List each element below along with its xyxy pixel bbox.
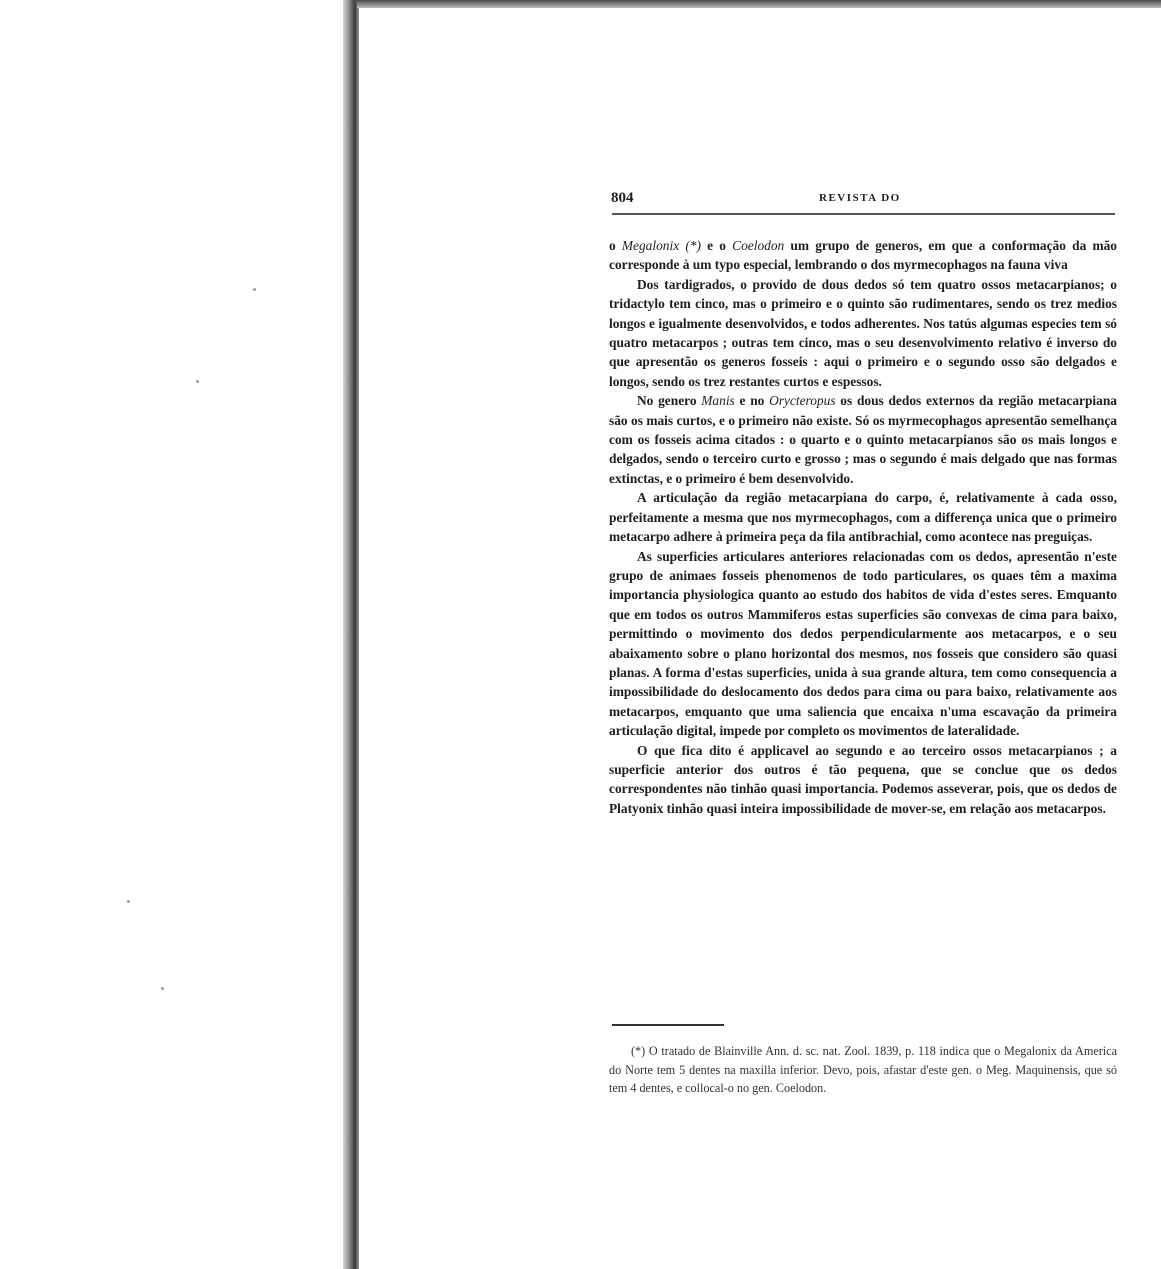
- taxon-name: Orycteropus: [769, 393, 836, 409]
- paragraph: As superficies articulares anteriores relacionadas com os dedos, apresentão n'este grupo de animaes fosseis phenomenos de todo particulares, os quaes têm a maxima importancia physiologica quanto ao estudo dos habitos de vida d'estes seres. Emquanto que em todos os outros Mammiferos estas superficies são convexas de cima para baixo, permittindo o movimento dos dedos perpendicularmente aos metacarpos, e o seu abaixamento sobre o plano horizontal dos mesmos, nos fosseis que considero são quasi planas. A forma d'estas superficies, unida à sua grande altura, tem como consequencia a impossibilidade do deslocamento dos dedos para cima ou para baixo, relativamente aos metacarpos, emquanto que uma saliencia que encaixa n'uma escavação da primeira articulação digital, impede por completo os movimentos de lateralidade.: [609, 548, 1117, 739]
- paper-speck: [253, 288, 256, 291]
- paragraph: A articulação da região metacarpiana do carpo, é, relativamente à cada osso, perfeitamente a mesma que nos myrmecophagos, com a differença unica que o primeiro metacarpo adhere à primeira peça da fila antibrachial, como acontece nas preguiças.: [609, 490, 1117, 545]
- footnote: [609, 1042, 1117, 1098]
- footnote-text: (*) O tratado de Blainville Ann. d. sc. nat. Zool. 1839, p. 118 indica que o Megalonix da America do Norte tem 5 dentes na maxilla inferior. Devo, pois, afastar d'este gen. o Meg. Maquinensis, que só tem 4 dentes, e collocal-o no gen. Coelodon.: [609, 1044, 1117, 1095]
- page-top-edge-shadow: [357, 0, 1161, 8]
- paper-speck: [127, 900, 130, 903]
- taxon-name: Coelodon: [732, 238, 785, 253]
- footnote-rule: [612, 1024, 724, 1026]
- page-number: 804: [611, 190, 634, 206]
- header-rule: [612, 213, 1115, 215]
- paragraph: o Megalonix (*) e o Coelodon um grupo de generos, em que a conformação da mão corresponde à um typo especial, lembrando o dos myrmecophagos na fauna viva: [609, 238, 1118, 273]
- taxon-name: Megalonix (*): [621, 238, 701, 253]
- book-gutter-shadow: [343, 0, 359, 1269]
- paragraph: Dos tardigrados, o provido de dous dedos só tem quatro ossos metacarpianos; o tridactylo tem cinco, mas o primeiro e o quinto são rudimentares, sendo os trez medios longos e igualmente desenvolvidos, e todos adherentes. Nos tatús algumas especies tem só quatro metacarpos ; outras tem cinco, mas o seu desenvolvimento relativo é inverso do que apresentão os generos fosseis : aqui o primeiro e o segundo osso são delgados e longos, sendo os trez restantes curtos e espessos.: [609, 276, 1117, 389]
- article-body: [609, 236, 1117, 818]
- facing-blank-page: [0, 0, 350, 1269]
- running-head: REVISTA DO: [819, 192, 901, 204]
- page-header: [609, 190, 1116, 214]
- paper-speck: [161, 987, 164, 990]
- taxon-name: Manis: [701, 393, 735, 409]
- paragraph: No genero Manis e no Orycteropus os dous dedos externos da região metacarpiana são os mais curtos, e o primeiro não existe. Só os myrmecophagos apresentão semelhança com os fosseis acima citados : o quarto e o quinto metacarpianos são os mais longos e delgados, sendo o terceiro curto e grosso ; mas o segundo é mais delgado que nas formas extinctas, e o primeiro é bem desenvolvido.: [609, 393, 1117, 486]
- paragraph: O que fica dito é applicavel ao segundo e ao terceiro ossos metacarpianos ; a superficie anterior dos outros é tão pequena, que se conclue que os dedos correspondentes não tinhão quasi importancia. Podemos asseverar, pois, que os dedos de Platyonix tinhão quasi inteira impossibilidade de mover-se, em relação aos metacarpos.: [609, 742, 1117, 816]
- paper-speck: [196, 380, 199, 383]
